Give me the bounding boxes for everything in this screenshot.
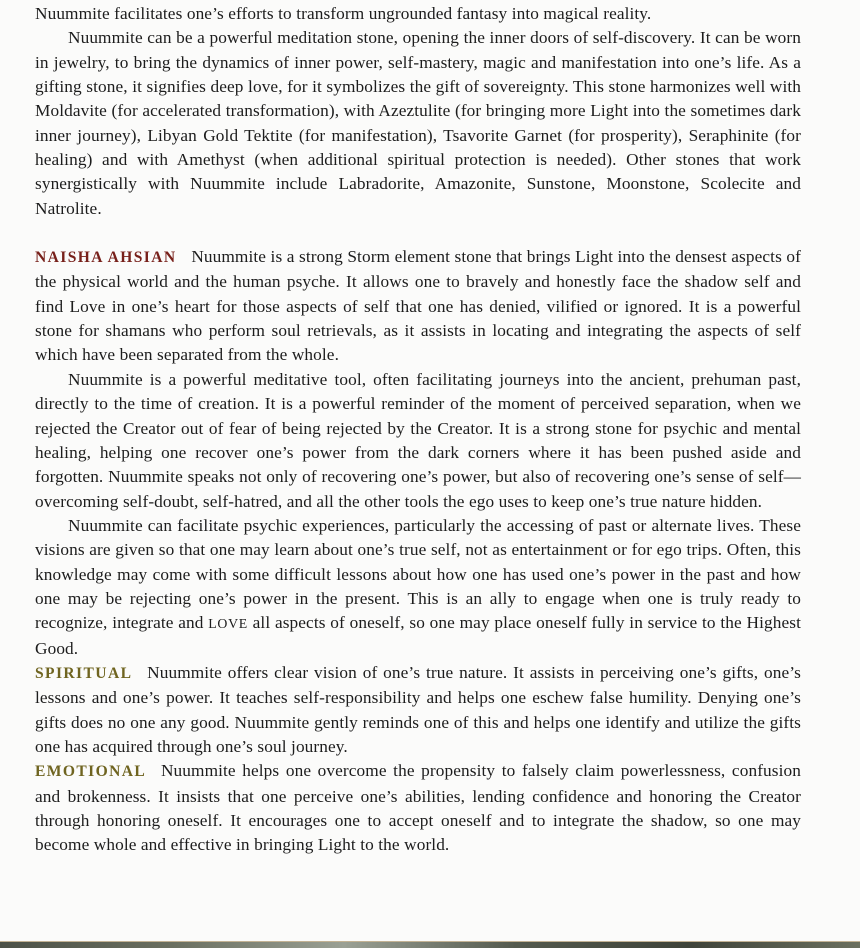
- section-label-emotional: EMOTIONAL: [35, 763, 147, 781]
- paragraph-meditative-tool: [35, 368, 801, 514]
- author-label-naisha-ahsian: NAISHA AHSIAN: [35, 249, 177, 267]
- section-label-spiritual: SPIRITUAL: [35, 664, 133, 682]
- paragraph-naisha-ahsian: [35, 245, 801, 368]
- text-run: Nuummite is a strong Storm element stone that brings Light into the densest aspects of the physical world and the human psyche. It allows one to bravely and honestly face the shadow self and find Love in one’s heart for those aspects of self that one has denied, vilified or ignored. It is a powerful stone for shamans who perform soul retrievals, as it assists in locating and integrating the aspects of self which have been separated from the whole.: [35, 247, 801, 365]
- text-run: Nuummite helps one overcome the propensity to falsely claim powerlessness, confusion and brokenness. It insists that one perceive one’s abilities, lending confidence and honoring the Creator through honoring oneself. It encourages one to accept oneself and to integrate the shadow, so one may become whole and effective in bringing Light to the world.: [35, 761, 801, 855]
- paragraph-emotional: [35, 759, 801, 857]
- text-run: Nuummite can be a powerful meditation stone, opening the inner doors of self-discovery. It can be worn in jewelry, to bring the dynamics of inner power, self-mastery, magic and manifestation into one’s life. As a gifting stone, it signifies deep love, for it symbolizes the gift of sovereignty. This stone harmonizes well with Moldavite (for accelerated transformation), with Azeztulite (for bringing more Light into the sometimes dark inner journey), Libyan Gold Tektite (for manifestation), Tsavorite Garnet (for prosperity), Seraphinite (for healing) and with Amethyst (when additional spiritual protection is needed). Other stones that work synergistically with Nuummite include Labradorite, Amazonite, Sunstone, Moonstone, Scolecite and Natrolite.: [35, 28, 801, 218]
- text-run: Nuummite is a powerful meditative tool, often facilitating journeys into the ancient, prehuman past, directly to the time of creation. It is a powerful reminder of the moment of perceived separation, when we rejected the Creator out of fear of being rejected by the Creator. It is a strong stone for psychic and mental healing, helping one recover one’s power from the dark corners where it has been pushed aside and forgotten. Nuummite speaks not only of recovering one’s power, but also of recovering one’s sense of self—overcoming self-doubt, self-hatred, and all the other tools the ego uses to keep one’s true nature hidden.: [35, 369, 801, 511]
- paragraph-spiritual: [35, 661, 801, 759]
- text-run: Nuummite can facilitate psychic experiences, particularly the accessing of past or alternate lives. These visions are given so that one may learn about one’s true self, not as entertainment or for ego trips. Often, this knowledge may come with some difficult lessons about how one has used one’s power in the past and how one may be rejecting one’s power in the present. This is an ally to engage when one is truly ready to recognize, integrate and: [35, 515, 801, 633]
- text-run: Nuummite offers clear vision of one’s true nature. It assists in perceiving one’s gifts, one’s lessons and one’s power. It teaches self-responsibility and helps one eschew false humility. Denying one’s gifts does no one any good. Nuummite gently reminds one of this and helps one identify and utilize the gifts one has acquired through one’s soul journey.: [35, 662, 801, 756]
- paragraph-psychic-experiences: [35, 514, 801, 661]
- paragraph-intro-end: [35, 2, 801, 26]
- article-text: [35, 2, 801, 858]
- bottom-image-strip: [0, 941, 860, 948]
- text-run: Nuummite facilitates one’s efforts to transform ungrounded fantasy into magical reality.: [35, 4, 652, 23]
- paragraph-meditation-stone: [35, 26, 801, 221]
- text-run: all aspects of oneself, so one may place oneself fully in service to the Highest Good.: [35, 613, 802, 658]
- smallcaps-word: LOVE: [208, 616, 248, 632]
